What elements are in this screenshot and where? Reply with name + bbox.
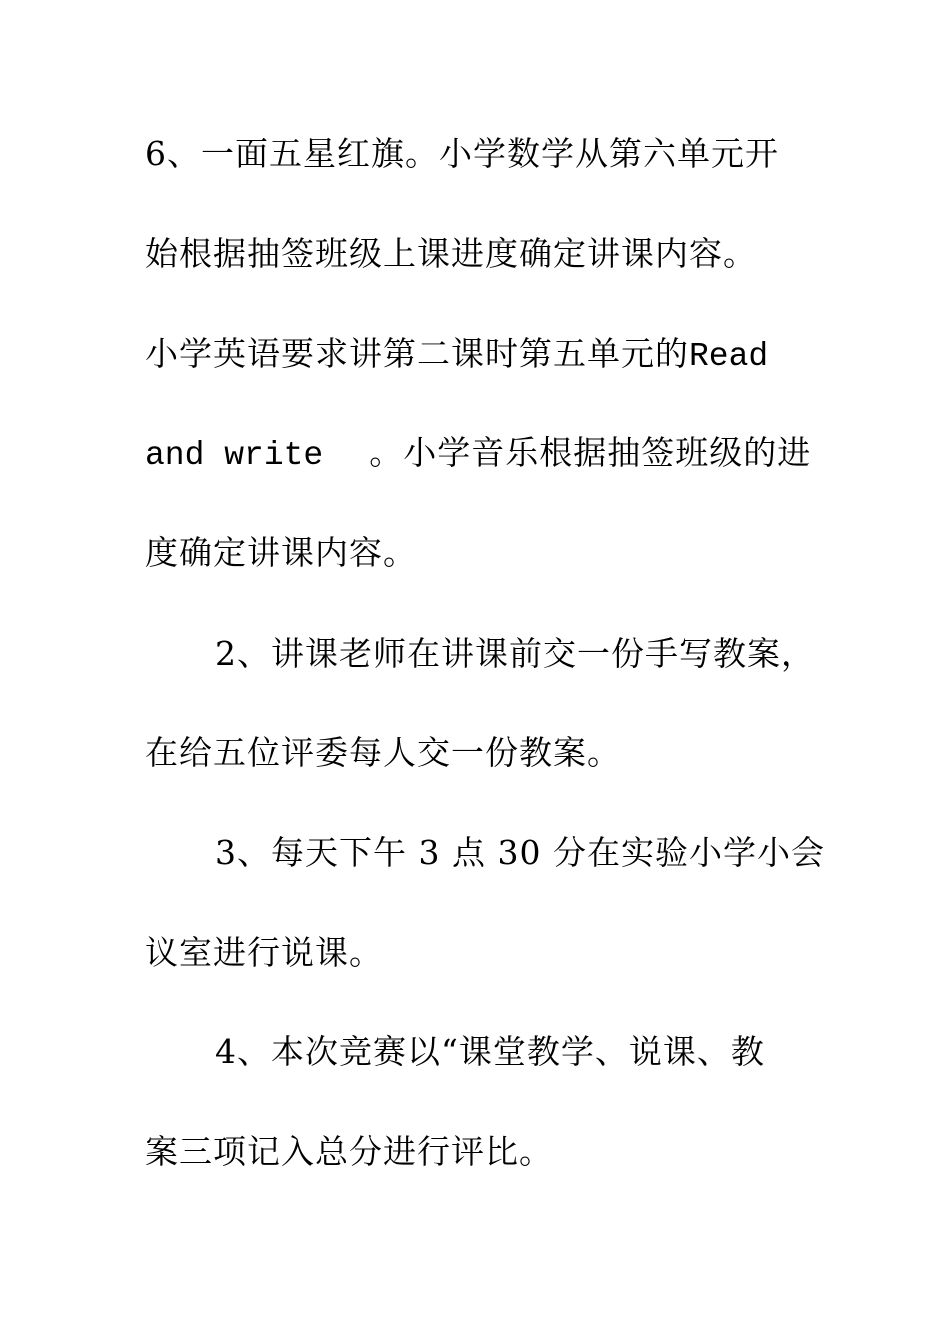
- text-segment-latin: Read: [689, 338, 769, 375]
- text-segment: 3、每天下午 3 点 30 分在实验小学小会: [215, 833, 825, 872]
- text-segment: 小学英语要求讲第二课时第五单元的: [145, 334, 689, 373]
- text-line-6: [215, 629, 895, 679]
- text-line-3: [145, 329, 825, 379]
- text-line-11: [145, 1127, 825, 1177]
- text-segment: 2、讲课老师在讲课前交一份手写教案，: [215, 634, 815, 673]
- text-line-2: [145, 229, 825, 279]
- text-segment: 在给五位评委每人交一份教案。: [145, 733, 621, 772]
- text-segment: 度确定讲课内容。: [145, 533, 417, 572]
- text-line-4: [145, 428, 825, 478]
- text-segment: 议室进行说课。: [145, 933, 383, 972]
- text-line-7: [145, 728, 825, 778]
- text-segment: 。小学音乐根据抽签班级的进: [369, 433, 812, 472]
- text-segment: 始根据抽签班级上课进度确定讲课内容。: [145, 234, 757, 273]
- text-segment-latin: and write: [145, 437, 324, 474]
- text-segment: 案三项记入总分进行评比。: [145, 1132, 553, 1171]
- text-segment: 4、本次竞赛以“课堂教学、说课、教: [215, 1032, 765, 1071]
- text-line-5: [145, 528, 825, 578]
- text-line-8: [215, 828, 895, 878]
- text-line-1: [145, 129, 825, 179]
- text-line-10: [215, 1027, 895, 1077]
- text-line-9: [145, 928, 825, 978]
- text-segment: 6、一面五星红旗。小学数学从第六单元开: [145, 134, 779, 173]
